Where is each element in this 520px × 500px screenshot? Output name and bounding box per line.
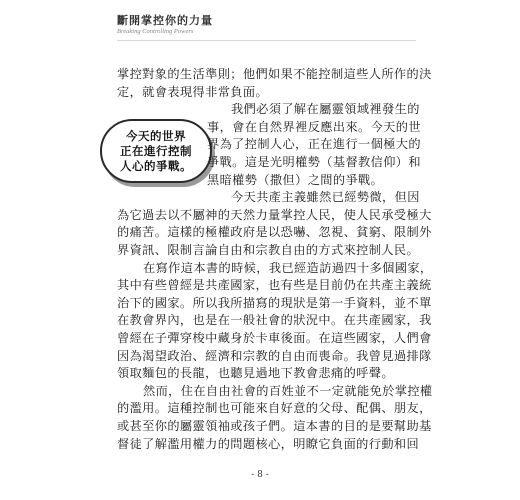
callout-line: 人心的爭戰。: [120, 158, 192, 173]
body-line: 督徒了解濫用權力的問題核心，明瞭它負面的行動和回: [117, 436, 420, 451]
body-line: 定，就會表現得非常負面。: [117, 84, 269, 99]
body-line: 界為了控制人心，正在進行一個極大的: [207, 137, 421, 152]
body-line: 曾經在子彈穿梭中藏身於卡車後面。在這些國家，人們會: [117, 331, 432, 345]
running-header: [117, 14, 437, 36]
body-line: 的濫用。這種控制也可能來自好意的父母、配偶、朋友，: [117, 401, 432, 416]
body-line: 因為渴望政治、經濟和宗教的自由而喪命。我曾見過排隊: [117, 348, 432, 363]
body-line: 在寫作這本書的時候，我已經造訪過四十多個國家，: [143, 260, 433, 275]
book-title: 斷開掌控你的力量: [117, 14, 213, 27]
body-line: 爭戰。這是光明權勢（基督教信仰）和: [207, 155, 421, 169]
book-subtitle: Breaking Controlling Powers: [117, 28, 194, 35]
header-divider: [117, 40, 416, 41]
body-line: 領取麵包的長龍，也聽見過地下教會悲痛的呼聲。: [117, 366, 394, 381]
pull-quote-callout: [100, 119, 212, 183]
body-line: 我們必須了解在屬靈領域裡發生的: [231, 102, 420, 117]
body-line: 治下的國家。所以我所描寫的現狀是第一手資料，並不單: [117, 295, 432, 310]
body-line: 然而，住在自由社會的百姓並不一定就能免於掌控權: [143, 383, 433, 398]
callout-line: 正在進行控制: [120, 143, 192, 158]
callout-line: 今天的世界: [126, 128, 186, 143]
page-number: - 8 -: [251, 470, 269, 480]
body-line: 或甚至你的屬靈領袖或孩子們。這本書的目的是要幫助基: [117, 419, 432, 433]
body-line: 黑暗權勢（撒但）之間的爭戰。: [207, 172, 384, 187]
body-line: 界資訊、限制言論自由和宗教自由的方式來控制人民。: [117, 243, 420, 257]
body-line: 的痛苦。這樣的極權政府是以恐嚇、忽視、貧窮、限制外: [117, 225, 432, 240]
body-line: 今天共產主義雖然已經勢微，但因: [231, 190, 420, 205]
body-line: 在教會界內，也是在一般社會的狀況中。在共產國家，我: [117, 313, 432, 328]
body-line: 其中有些曾經是共產國家，也有些是目前仍在共產主義統: [117, 278, 432, 293]
body-line: 為它過去以不屬神的天然力量掌控人民，使人民承受極大: [117, 207, 432, 222]
body-line: 掌控對象的生活準則；他們如果不能控制這些人所作的決: [117, 67, 432, 81]
body-line: 事，會在自然界裡反應出來。今天的世: [207, 119, 421, 134]
